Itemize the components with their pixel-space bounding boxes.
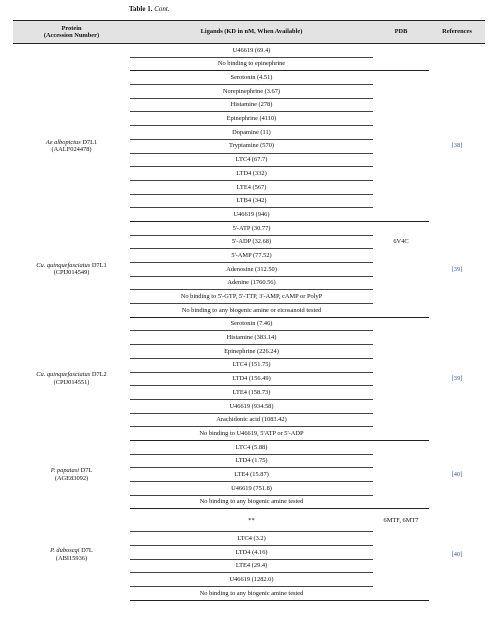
- table-row: [13, 317, 485, 331]
- ligand-cell: U46619 (934.58): [130, 399, 373, 413]
- pdb-cell: [373, 57, 429, 71]
- pdb-cell: [373, 559, 429, 573]
- pdb-cell: [373, 180, 429, 194]
- table-header-row: [13, 21, 485, 44]
- pdb-cell: [373, 468, 429, 482]
- reference-link[interactable]: [429, 44, 485, 71]
- ligand-cell: 5'-ATP (30.77): [130, 221, 373, 235]
- protein-variant: D7L2: [90, 371, 107, 379]
- pdb-cell: [373, 587, 429, 601]
- ligand-cell: Epinephrine (226.24): [130, 345, 373, 359]
- pdb-cell: 6V4C: [393, 238, 409, 246]
- pdb-cell: [373, 317, 429, 331]
- pdb-cell: [373, 399, 429, 413]
- pdb-cell: [373, 290, 429, 304]
- ligand-cell: U46619 (69.4): [130, 44, 373, 58]
- ligand-cell: LTB4 (342): [130, 194, 373, 208]
- pdb-cell: [373, 532, 429, 546]
- ligand-cell: LTD4 (156.49): [130, 372, 373, 386]
- ligand-cell: Arachidonic acid (1083.42): [130, 413, 373, 427]
- header-protein: [13, 21, 130, 44]
- protein-name: [15, 262, 128, 269]
- pdb-cell: [373, 276, 429, 290]
- ligand-cell: U46619 (751.8): [130, 482, 373, 496]
- protein-variant: D7L1: [90, 261, 107, 269]
- ligand-cell: Tryptamine (570): [130, 139, 373, 153]
- table-caption-text: Cont.: [154, 5, 170, 13]
- protein-accession: (CPIJ014551): [53, 378, 90, 386]
- table-row: [13, 440, 485, 454]
- pdb-cell: [373, 482, 429, 496]
- pdb-cell: [373, 85, 429, 99]
- pdb-cell: [373, 44, 429, 58]
- table-row: [13, 44, 485, 58]
- ligand-cell: LTE4 (29.4): [130, 559, 373, 573]
- protein-cell: [13, 71, 130, 222]
- pdb-cell: [373, 112, 429, 126]
- ligand-cell: LTD4 (1.75): [130, 454, 373, 468]
- protein-cell: [13, 44, 130, 71]
- ligand-cell: No binding to any biogenic amine tested: [130, 495, 373, 509]
- protein-name: [15, 547, 128, 554]
- header-protein-label: Protein: [61, 24, 82, 32]
- ligand-cell: U46619 (946): [130, 208, 373, 222]
- protein-accession: (CPIJ014549): [53, 269, 90, 277]
- ligand-cell: LTC4 (151.75): [130, 358, 373, 372]
- pdb-cell: [373, 304, 429, 318]
- pdb-cell: [373, 331, 429, 345]
- pdb-cell: [373, 208, 429, 222]
- reference-link[interactable]: [39]: [451, 375, 463, 383]
- ligand-table: [13, 20, 485, 601]
- ligand-cell: U46619 (1282.0): [130, 573, 373, 587]
- header-pdb: PDB: [373, 21, 429, 44]
- pdb-cell: [373, 153, 429, 167]
- reference-link[interactable]: [38]: [451, 142, 463, 150]
- ligand-cell: Histamine (278): [130, 98, 373, 112]
- reference-link[interactable]: [40]: [451, 470, 463, 478]
- header-ligands: Ligands (KD in nM, When Available): [130, 21, 373, 44]
- ligand-cell: LTE4 (567): [130, 180, 373, 194]
- ligand-cell: No binding to any biogenic amine or eicosanoid tested: [130, 304, 373, 318]
- protein-species: Cu. quinquefasciatus: [36, 261, 91, 269]
- ligand-cell: Adenine (1760.56): [130, 276, 373, 290]
- pdb-cell: [373, 495, 429, 509]
- pdb-cell: [373, 358, 429, 372]
- protein-variant: D7L1: [80, 138, 98, 146]
- reference-link[interactable]: [40]: [451, 550, 463, 558]
- ligand-cell: No binding to any biogenic amine tested: [130, 587, 373, 601]
- pdb-cell: [373, 345, 429, 359]
- pdb-cell: [373, 386, 429, 400]
- ligand-cell: LTE4 (15.87): [130, 468, 373, 482]
- protein-cell: [13, 317, 130, 440]
- pdb-cell: [373, 263, 429, 277]
- ligand-cell: 5'-ADP (32.68): [130, 235, 373, 249]
- table-row: [13, 509, 485, 532]
- header-references: References: [429, 21, 485, 44]
- table-caption-label: Table 1.: [129, 5, 153, 13]
- ligand-cell: Dopamine (11): [130, 126, 373, 140]
- protein-name: [15, 371, 128, 378]
- ligand-cell: LTC4 (67.7): [130, 153, 373, 167]
- pdb-cell: [373, 454, 429, 468]
- pdb-cell: [373, 413, 429, 427]
- header-accession-label: (Accession Number): [43, 32, 100, 39]
- table-caption: [129, 5, 170, 13]
- table-body: [13, 44, 485, 601]
- pdb-cell: [373, 98, 429, 112]
- table-row: [13, 221, 485, 235]
- pdb-cell: [373, 440, 429, 454]
- ligand-cell: Epinephrine (4110): [130, 112, 373, 126]
- ligand-cell: 5'-AMP (77.52): [130, 249, 373, 263]
- ligand-cell: Adenosine (312.50): [130, 263, 373, 277]
- pdb-cell: [373, 546, 429, 560]
- protein-accession: (ABI15936): [55, 554, 88, 562]
- protein-variant: D7L: [78, 467, 93, 475]
- pdb-cell: [373, 221, 429, 235]
- pdb-cell: [373, 427, 429, 441]
- protein-species: P. duboscqi: [50, 547, 80, 555]
- reference-link[interactable]: [39]: [451, 265, 463, 273]
- protein-cell: [13, 509, 130, 600]
- pdb-cell: [373, 126, 429, 140]
- ligand-cell: No binding to U46619, 5'ATP or 5'-ADP: [130, 427, 373, 441]
- pdb-cell: [373, 249, 429, 263]
- pdb-cell: [373, 573, 429, 587]
- ligand-cell: LTC4 (3.2): [130, 532, 373, 546]
- pdb-cell: 6MTF, 6MT7: [383, 516, 419, 524]
- ligand-cell: LTC4 (5.88): [130, 440, 373, 454]
- pdb-cell: [373, 194, 429, 208]
- ligand-cell: Norepinephrine (3.67): [130, 85, 373, 99]
- protein-name: [15, 467, 128, 474]
- ligand-cell: Serotonin (4.51): [130, 71, 373, 85]
- ligand-cell: No binding to epinephrine: [130, 57, 373, 71]
- ligand-cell: LTD4 (4.16): [130, 546, 373, 560]
- ligand-cell: Histamine (383.14): [130, 331, 373, 345]
- pdb-cell: [373, 71, 429, 85]
- protein-cell: [13, 221, 130, 317]
- protein-accession: (AGE83092): [54, 474, 89, 482]
- protein-name: [15, 139, 128, 146]
- protein-species: Ae albopictus: [45, 138, 81, 146]
- ligand-cell: Serotonin (7.46): [130, 317, 373, 331]
- pdb-cell: [373, 372, 429, 386]
- pdb-cell: [373, 139, 429, 153]
- pdb-cell: [373, 167, 429, 181]
- ligand-cell: No binding to 5'-GTP, 5'-TTP, 3'-AMP, cAMP or PolyP: [130, 290, 373, 304]
- ligand-cell: LTE4 (158.73): [130, 386, 373, 400]
- protein-species: P. papatasi: [50, 467, 79, 475]
- protein-accession: (AALF024478): [51, 146, 92, 154]
- ligand-cell: LTD4 (332): [130, 167, 373, 181]
- protein-species: Cu. quinquefasciatus: [36, 371, 91, 379]
- table-row: [13, 71, 485, 85]
- ligand-cell: **: [130, 509, 373, 532]
- protein-cell: [13, 440, 130, 508]
- protein-variant: D7L: [79, 547, 93, 555]
